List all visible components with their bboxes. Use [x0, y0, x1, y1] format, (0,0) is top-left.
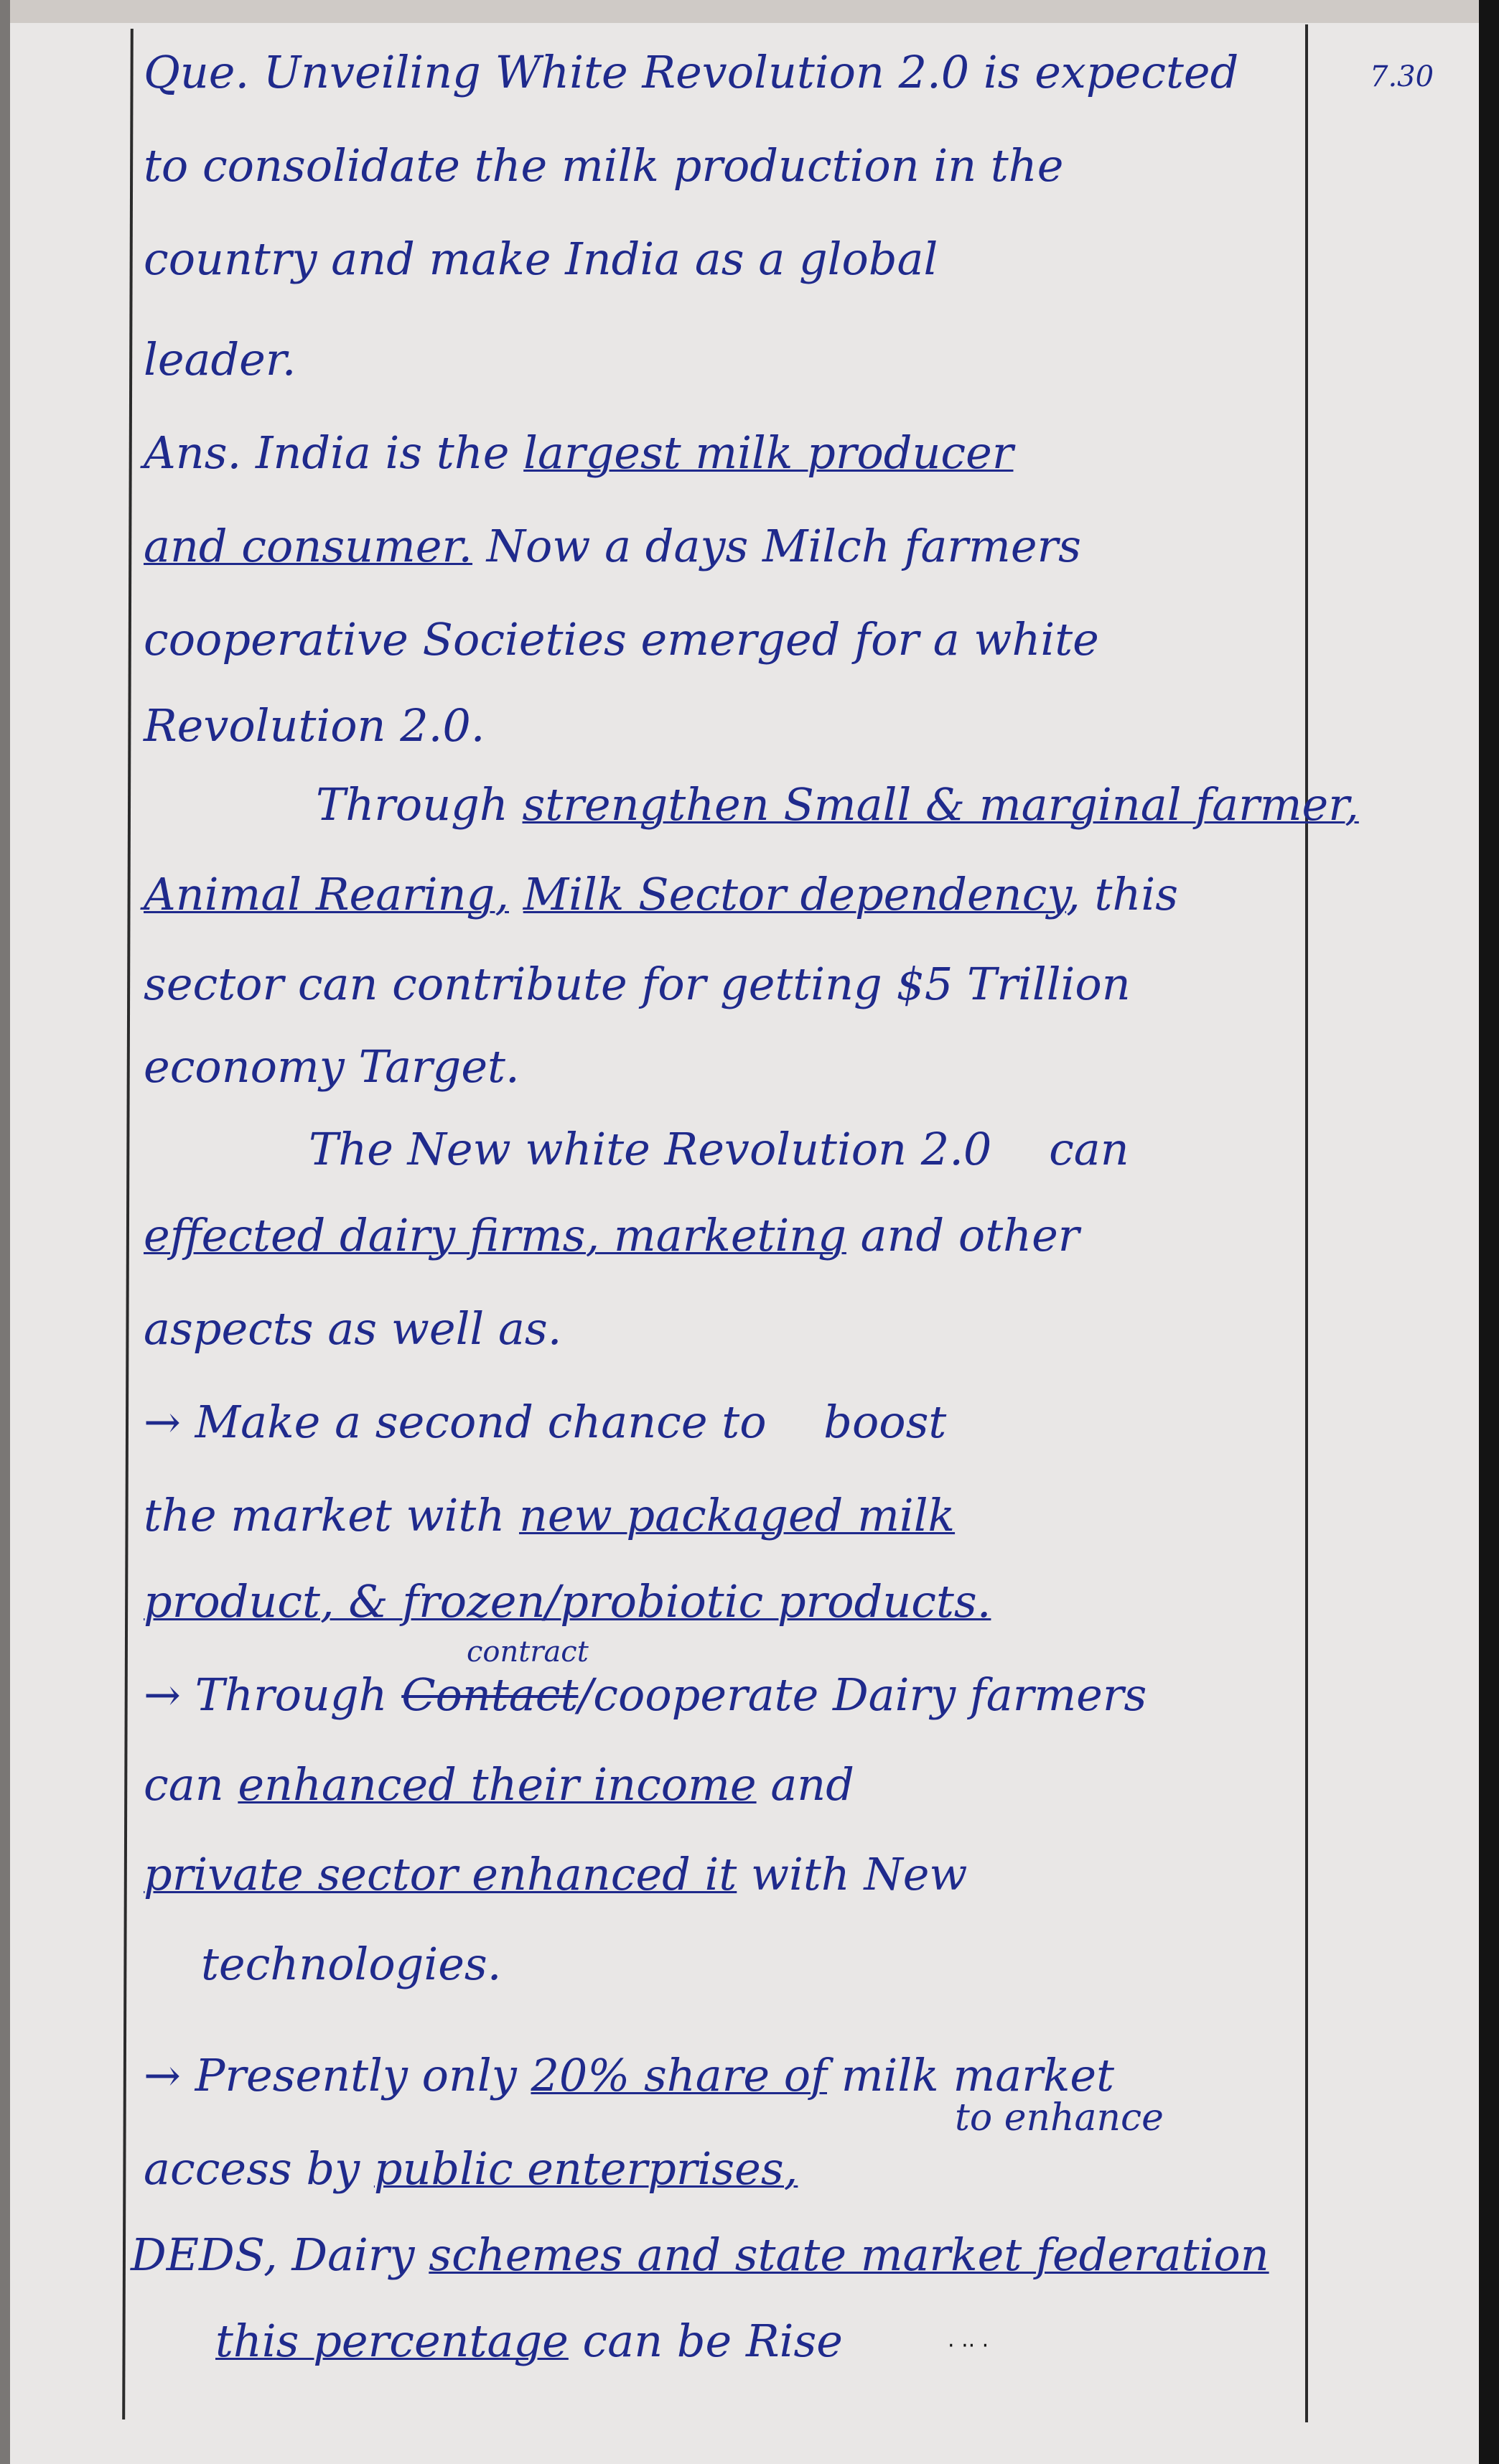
insert-to-enhance: to enhance	[955, 2096, 1164, 2139]
answer-line-6	[144, 868, 1179, 920]
right-margin-line	[1305, 24, 1308, 2422]
underlined-phrase: enhanced their income	[238, 1758, 757, 1811]
answer-text: can be Rise	[582, 2315, 843, 2367]
underlined-phrase: public enterprises,	[373, 2142, 798, 2195]
answer-line-3: cooperative Societies emerged for a white	[144, 613, 1099, 666]
answer-prefix: DEDS, Dairy	[131, 2229, 415, 2281]
answer-prefix: → Presently only	[144, 2049, 517, 2101]
answer-line-9	[309, 1123, 1129, 1175]
answer-line-4: Revolution 2.0.	[144, 699, 485, 752]
question-line-3: country and make India as a global	[144, 233, 938, 285]
answer-line-15	[144, 1669, 1147, 1721]
answer-text: and	[770, 1758, 854, 1811]
answer-text: → Make a second chance to	[144, 1396, 767, 1448]
answer-prefix: sector can contribute for getting	[144, 958, 882, 1010]
page-left-edge	[0, 0, 10, 2464]
answer-line-11: aspects as well as.	[144, 1302, 562, 1355]
answer-text: , this	[1066, 868, 1179, 920]
answer-line-2	[144, 520, 1081, 572]
answer-line-14	[144, 1575, 991, 1628]
answer-text: The New white Revolution 2.0	[309, 1123, 992, 1175]
underlined-phrase: strengthen Small & marginal farmer,	[522, 778, 1359, 831]
underlined-phrase: new packaged milk	[518, 1489, 956, 1541]
answer-line-17	[144, 1848, 968, 1900]
question-line-4: leader.	[144, 333, 296, 386]
underlined-phrase: 20% share of	[531, 2049, 827, 2101]
ink-specks: · ·· ·	[948, 2333, 989, 2358]
answer-prefix: the market with	[144, 1489, 505, 1541]
answer-line-7	[144, 958, 1131, 1010]
answer-prefix: → Through	[144, 1669, 388, 1721]
page-right-edge	[1479, 0, 1499, 2464]
answer-prefix: Through	[316, 778, 508, 831]
question-line-2: to consolidate the milk production in the	[144, 139, 1064, 192]
answer-prefix: Ans. India is the	[144, 426, 510, 479]
answer-line-18: technologies.	[201, 1938, 502, 1990]
insert-contract: contract	[467, 1635, 589, 1669]
answer-text: $5 Trillion	[896, 958, 1131, 1010]
underlined-phrase: product, & frozen/probiotic products.	[144, 1575, 991, 1628]
answer-text: and other	[860, 1209, 1080, 1261]
underlined-phrase: Animal Rearing,	[144, 868, 509, 920]
answer-text: boost	[823, 1396, 947, 1448]
answer-text: Now a days Milch farmers	[486, 520, 1081, 572]
answer-line-21	[131, 2229, 1269, 2281]
underlined-phrase: largest milk producer	[523, 426, 1014, 479]
underlined-phrase: effected dairy firms, marketing	[144, 1209, 846, 1261]
answer-text: milk market	[841, 2049, 1115, 2101]
underlined-phrase: private sector enhanced it	[144, 1848, 737, 1900]
answer-line-5	[316, 778, 1359, 831]
page-top-strip	[0, 0, 1499, 23]
answer-line-16	[144, 1758, 854, 1811]
answer-line-19	[144, 2049, 1115, 2101]
underlined-phrase: schemes and state market federation	[429, 2229, 1269, 2281]
answer-text: with New	[751, 1848, 968, 1900]
answer-text: can	[1049, 1123, 1129, 1175]
answer-text: /cooperate Dairy farmers	[578, 1669, 1147, 1721]
underlined-phrase: this percentage	[215, 2315, 569, 2367]
answer-line-13	[144, 1489, 956, 1541]
underlined-phrase: Milk Sector dependency	[523, 868, 1067, 920]
question-line-1: Que. Unveiling White Revolution 2.0 is expected	[144, 46, 1239, 98]
left-margin-line	[122, 29, 134, 2419]
answer-line-1	[144, 426, 1014, 479]
struck-word: Contact	[401, 1669, 579, 1721]
underlined-phrase: and consumer.	[144, 520, 473, 572]
answer-prefix: can	[144, 1758, 224, 1811]
answer-line-20	[144, 2142, 798, 2195]
answer-prefix: access by	[144, 2142, 360, 2195]
time-note: 7.30	[1370, 60, 1434, 93]
answer-line-12	[144, 1396, 947, 1448]
answer-line-8: economy Target.	[144, 1040, 520, 1093]
answer-line-10	[144, 1209, 1080, 1261]
answer-line-22	[215, 2315, 843, 2367]
